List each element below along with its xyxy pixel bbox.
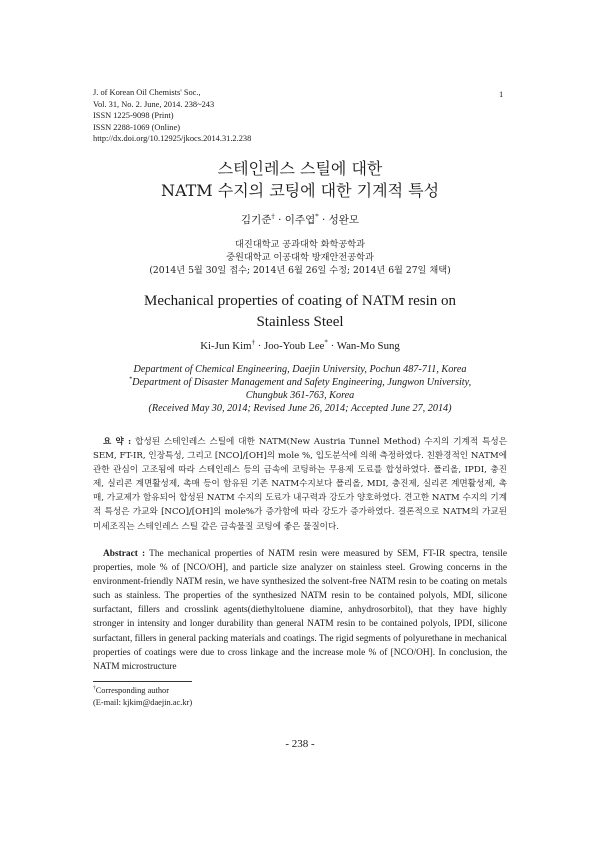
page-marker: 1 (499, 89, 504, 99)
corresponding-mark: † (93, 685, 96, 692)
title-english-line2: Stainless Steel (256, 314, 344, 330)
issn-online: ISSN 2288-1069 (Online) (93, 122, 181, 132)
abstract-english-text: The mechanical properties of NATM resin were measured by SEM, FT-IR spectra, tensile properties, mole % of [NCO/OH], and particle size analyzer on stainless steel. Growing concerns in the environment-friendly NATM resin, we have synthesized the solvent-free NATM resin to be coating on metals such as stainless. The properties of the synthesized NATM resin to be contained polyols, MDI, silicone surfactant, fillers and crosslink agents(diethyltoluene diamine, anhydrosorbitol), that they have highly stronger in intensity and longer durability than general NATM resin to be contained polyols, IPDI, silicone surfactant, fillers in general packing materials and coatings. The rigid segments of polyurethane in mechanical properties of coatings were due to cross linkage and the increase mole % of [NCO/OH]. In conclusion, the NATM microstructure (93, 549, 508, 672)
footnote-email: (E-mail: kjkim@daejin.ac.kr) (93, 697, 193, 707)
received-dates-korean: (2014년 5월 30일 접수; 2014년 6월 26일 수정; 2014년 6월 27일 채택) (149, 265, 451, 276)
affiliation-mark: * (128, 375, 133, 383)
journal-info (93, 87, 251, 145)
author-separator: · (274, 214, 285, 226)
abstract-korean-text: 합성된 스테인레스 스틸에 대한 NATM(New Austria Tunnel Method) 수지의 기계적 특성은 SEM, FT-IR, 인장특성, 그리고 [NCO]/[OH]의 mole %, 입도분석에 의해 측정하였다. 친환경적인 NATM에 관한 관심이 고조됨에 따라 스테인레스 등의 금속에 코팅하는 무용제 도료를 합성하였다. 폴리올, IPDI, 충진제, 실리콘 계면활성제, 촉매 등이 함유된 기존 NATM수지보다 폴리올, MDI, 충진제, 실리콘 계면활성제, 촉매, 가교제가 함유되어 합성된 NATM 수지의 도료가 내구력과 강도가 양호하였다. 견고한 NATM 수지의 기계적 특성은 가교와 [NCO]/[OH]의 mole%가 증가함에 따라 강도가 증가하였다. 결론적으로 NATM의 가교된 미세조직는 스테인레스 스틸 같은 금속물질 코팅에 좋은 물질이다. (93, 437, 507, 532)
corresponding-mark: † (251, 338, 256, 347)
authors-english (0, 340, 600, 352)
author-name: Wan-Mo Sung (336, 340, 400, 352)
author-name: 성완모 (328, 214, 360, 226)
affiliation-mark: * (315, 212, 319, 221)
author-name: Ki-Jun Kim (200, 340, 252, 352)
author-separator: · (318, 214, 329, 226)
affiliation-mark: * (324, 338, 328, 347)
footnote-corresponding: Corresponding author (95, 686, 169, 695)
affiliation-korean-2: 중원대학교 이공대학 방재안전공학과 (226, 252, 374, 263)
title-korean-line1: 스테인레스 스틸에 대한 (217, 159, 383, 178)
journal-name: J. of Korean Oil Chemists' Soc., (93, 88, 201, 97)
footnote-divider (93, 681, 192, 682)
title-korean-line2: NATM 수지의 코팅에 대한 기계적 특성 (160, 181, 440, 200)
received-dates-english: (Received May 30, 2014; Revised June 26, 2014; Accepted June 27, 2014) (148, 403, 452, 414)
corresponding-mark: † (271, 212, 275, 221)
author-name: 이주엽 (284, 214, 316, 226)
author-separator: · (255, 340, 265, 352)
page-number: - 238 - (285, 738, 315, 750)
affiliation-korean-1: 대진대학교 공과대학 화학공학과 (234, 239, 366, 250)
footnote (93, 685, 192, 708)
affiliation-english-2: *Department of Disaster Management and Safety Engineering, Jungwon University, (128, 375, 472, 388)
doi-link[interactable]: http://dx.doi.org/10.12925/jkocs.2014.31.2.238 (93, 134, 252, 143)
title-english-line1: Mechanical properties of coating of NATM resin on (144, 293, 456, 309)
abstract-korean (93, 435, 507, 534)
abstract-english (93, 547, 507, 674)
journal-volume: Vol. 31, No. 2. June, 2014. 238~243 (93, 99, 215, 109)
author-name: Joo-Youb Lee (264, 340, 325, 352)
author-separator: · (327, 340, 337, 352)
author-name: 김기준 (240, 214, 272, 226)
affiliation-english-3: Chungbuk 361-763, Korea (245, 390, 355, 401)
abstract-korean-label: 요 약 : (103, 437, 132, 447)
affiliation-english-1: Department of Chemical Engineering, Daejin University, Pochun 487-711, Korea (133, 364, 467, 375)
authors-korean (0, 212, 600, 227)
issn-print: ISSN 1225-9098 (Print) (93, 111, 174, 120)
abstract-english-label: Abstract : (103, 549, 146, 559)
